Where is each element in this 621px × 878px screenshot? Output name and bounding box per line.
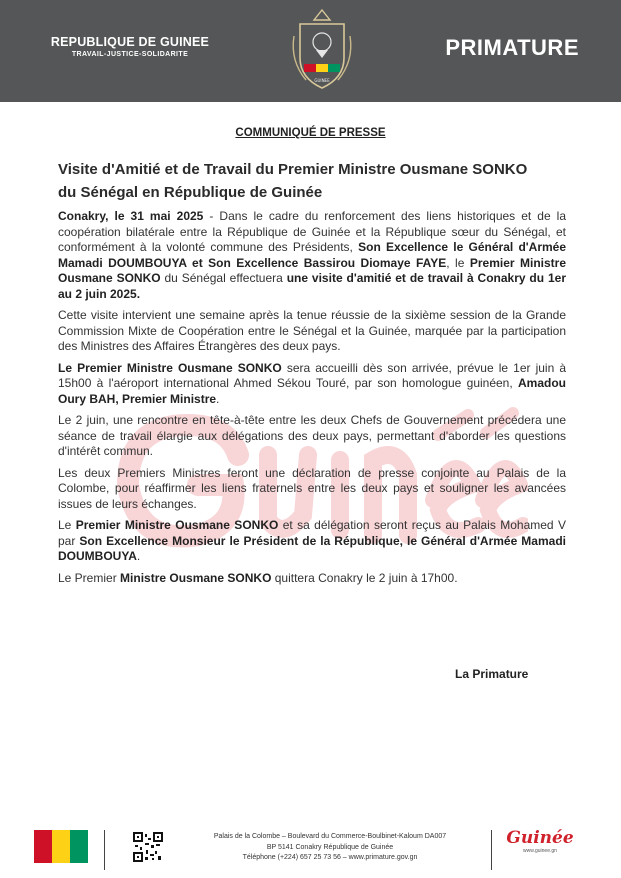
bold-run: Son Excellence le Général d'Armée Mamadi DOUMBOUYA et Son Excellence Bassirou Diomaye FAYE (58, 240, 567, 270)
text-run: du Sénégal effectuera (160, 271, 287, 285)
header-banner (0, 0, 621, 102)
guinea-flag (34, 830, 88, 863)
press-release-label: COMMUNIQUÉ DE PRESSE (235, 127, 386, 139)
bold-run: une visite d'amitié et de travail à Conakry du 1er au 2 juin 2025. (58, 271, 567, 301)
bold-run: Son Excellence Monsieur le Président de la République, le Général d'Armée Mamadi DOUMBOUYA (58, 533, 566, 563)
flag-green-band (70, 830, 88, 863)
bold-run: Le Premier Ministre Ousmane SONKO (58, 360, 282, 375)
address-line-2: BP 5141 Conakry République de Guinée (266, 843, 394, 851)
paragraph-7 (58, 571, 566, 587)
text-run: . (216, 391, 220, 406)
footer-divider (104, 830, 105, 870)
header-left (40, 35, 220, 58)
qr-code-icon (133, 832, 163, 862)
address-line-1: Palais de la Colombe – Boulevard du Commerce-Boulbinet-Kaloum DA007 (213, 833, 447, 840)
paragraph-3 (58, 361, 566, 408)
flag-red-band (34, 830, 52, 863)
guinee-brand-logo (505, 828, 575, 854)
text-run: sera accueilli dès son arrivée, prévue le 1er juin à 15h00 à l'aéroport international Ahmed Sékou Touré, par son homologue guinéen, (58, 360, 567, 390)
title-line-2: du Sénégal en République de Guinée (58, 184, 323, 201)
title-line-1: Visite d'Amitié et de Travail du Premier Ministre Ousmane SONKO (58, 161, 528, 178)
brand-site: www.guinee.gn (523, 848, 557, 854)
document-body (58, 209, 566, 592)
text-run: , le (446, 255, 470, 270)
address-line-3: Téléphone (+224) 657 25 73 56 – www.primature.gov.gn (242, 854, 418, 861)
text-run: et sa délégation seront reçus au Palais Mohamed V par (58, 518, 566, 548)
text-run: . (136, 549, 141, 563)
paragraph-6 (58, 518, 566, 565)
text-run: - Dans le cadre du renforcement des liens historiques et de la coopération bilatérale entre la République de Guinée et la République sœur du Sénégal, et conformément à la volonté commune des Présidents, (58, 209, 566, 254)
text-run: Le (58, 518, 76, 532)
text-run: Le Premier (58, 570, 121, 585)
coat-of-arms-emblem (286, 6, 358, 96)
place-date: Conakry, le 31 mai 2025 (58, 209, 204, 223)
emblem-label: GUINEE (314, 78, 330, 83)
national-motto: TRAVAIL-JUSTICE-SOLIDARITE (71, 51, 189, 58)
bold-run: Premier Ministre Ousmane SONKO (58, 255, 566, 285)
brand-text: Guinée (506, 828, 574, 848)
flag-yellow-band (52, 830, 70, 863)
country-name: REPUBLIQUE DE GUINEE (50, 35, 210, 49)
paragraph-1 (58, 209, 566, 302)
document-title (58, 158, 578, 204)
paragraph-5: Les deux Premiers Ministres feront une déclaration de presse conjointe au Palais de la Colombe, pour réaffirmer les liens fraternels entre les deux pays et souligner les avancées issues de leurs échanges. (58, 465, 566, 511)
bold-run: Premier Ministre Ousmane SONKO (75, 518, 279, 532)
text-run: quittera Conakry le 2 juin à 17h00. (271, 570, 458, 585)
footer-address (180, 832, 480, 864)
office-title: PRIMATURE (445, 35, 579, 60)
signature: La Primature (455, 667, 529, 681)
bold-run: Ministre Ousmane SONKO (120, 570, 272, 585)
bold-run: Amadou Oury BAH, Premier Ministre (58, 376, 566, 406)
paragraph-2: Cette visite intervient une semaine après la tenue réussie de la sixième session de la Grande Commission Mixte de Coopération entre le Sénégal et la Guinée, marquée par la participation des Ministres des Affaires Étrangères des deux pays. (58, 308, 566, 353)
paragraph-4: Le 2 juin, une rencontre en tête-à-tête entre les deux Chefs de Gouvernement précédera une séance de travail élargie aux délégations des deux pays, permettant d'aborder les questions d'intérêt commun. (58, 413, 566, 458)
footer-divider (491, 830, 492, 870)
